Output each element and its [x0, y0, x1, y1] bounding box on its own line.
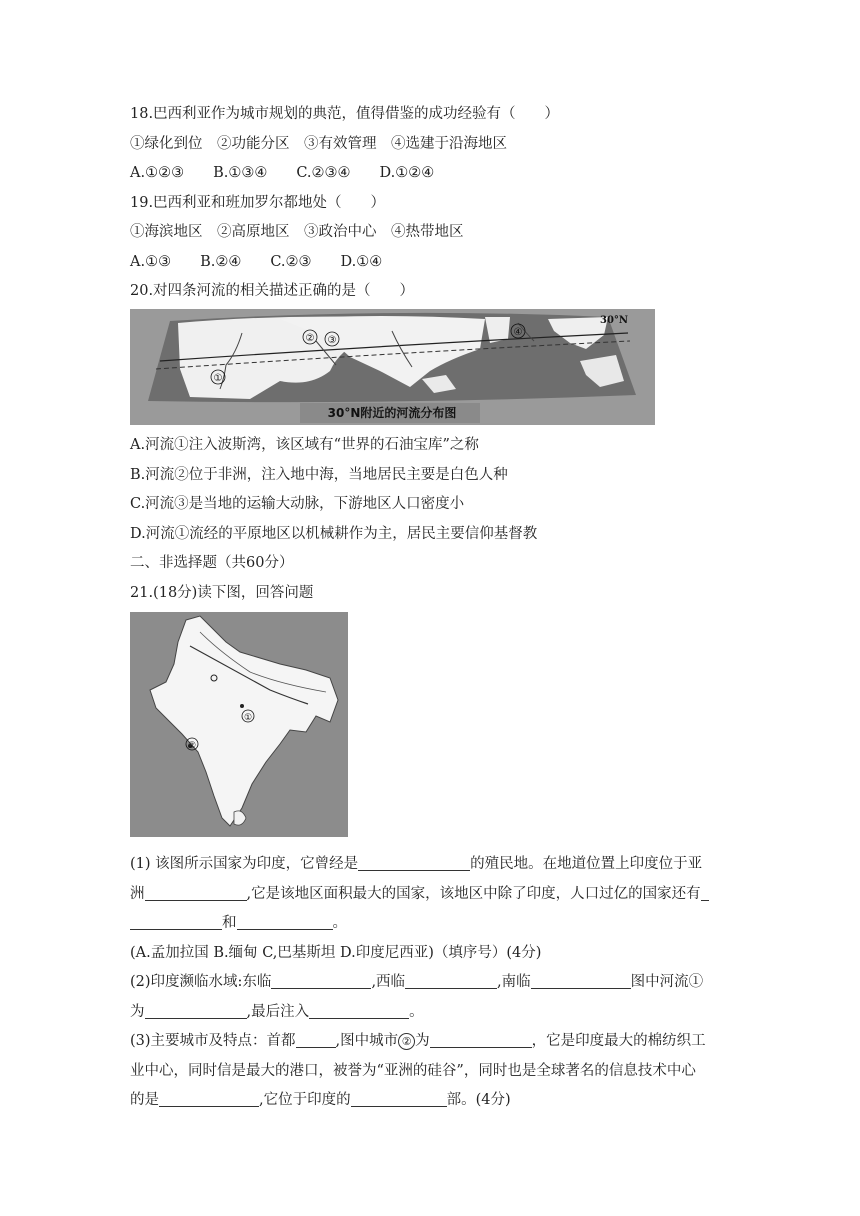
q18-options: ①绿化到位 ②功能分区 ③有效管理 ④选建于沿海地区 — [130, 136, 507, 152]
marker-3: ③ — [327, 335, 337, 346]
q18-choices: A.①②③ B.①③④ C.②③④ D.①②④ — [130, 165, 435, 181]
blank-country-2[interactable] — [237, 913, 333, 930]
q20-choice-a: A.河流①注入波斯湾，该区域有“世界的石油宝库”之称 — [130, 437, 479, 453]
q21-p9-text-b: ,它位于印度的 — [259, 1092, 351, 1108]
river-distribution-map — [130, 309, 655, 425]
q21-p7-text-d: ，它是印度最大的棉纺织工 — [531, 1033, 706, 1049]
city-dot-1 — [240, 704, 244, 708]
india-marker-1: ① — [243, 713, 253, 723]
q20-choice-c: C.河流③是当地的运输大动脉，下游地区人口密度小 — [130, 496, 465, 512]
marker-1: ① — [213, 373, 223, 384]
q19-options: ①海滨地区 ②高原地区 ③政治中心 ④热带地区 — [130, 224, 464, 240]
q21-part3-line2: 业中心，同时信是最大的港口，被誉为“亚洲的硅谷”，同时也是全球著名的信息技术中心 — [130, 1063, 696, 1079]
blank-west-sea[interactable] — [405, 972, 497, 989]
q21-p1-text-a: (1) 该图所示国家为印度，它曾经是 — [130, 856, 359, 872]
q21-p7-text-b: ,图中城市 — [335, 1033, 399, 1049]
river-map-graphic — [130, 309, 655, 425]
blank-river-name[interactable] — [145, 1002, 247, 1019]
india-marker-2: ② — [187, 741, 197, 751]
q20-choice-b: B.河流②位于非洲，注入地中海，当地居民主要是白色人种 — [130, 467, 508, 483]
q21-p6-text-c: 。 — [409, 1004, 424, 1020]
blank-east-sea[interactable] — [271, 972, 371, 989]
q21-p7-text-a: (3)主要城市及特点：首都 — [130, 1033, 296, 1049]
q21-p2-text-b: ,它是该地区面积最大的国家，该地区中除了印度，人口过亿的国家还有 — [246, 886, 701, 902]
q21-part1-line2 — [130, 884, 709, 904]
q21-p7-text-c: 为 — [415, 1033, 430, 1049]
q21-p3-and: 和 — [222, 915, 237, 931]
q21-p6-text-b: ,最后注入 — [246, 1004, 310, 1020]
q21-p6-text-a: 为 — [130, 1004, 145, 1020]
blank-tech-city[interactable] — [159, 1090, 259, 1107]
q21-part1-line1 — [130, 854, 702, 874]
blank-colonizer[interactable] — [358, 854, 470, 871]
q18-stem: 18.巴西利亚作为城市规划的典范，值得借鉴的成功经验有（ ） — [130, 106, 560, 122]
blank-city-2[interactable] — [430, 1031, 532, 1048]
blank-river-outlet[interactable] — [309, 1002, 409, 1019]
q21-p9-text-c: 部。(4分) — [446, 1092, 511, 1108]
q19-choices: A.①③ B.②④ C.②③ D.①④ — [130, 254, 383, 270]
q21-part2-line1 — [130, 972, 703, 992]
marker-2: ② — [305, 333, 315, 344]
q21-p5-text-d: 图中河流① — [630, 974, 704, 990]
q21-stem: 21.(18分)读下图，回答问题 — [130, 585, 314, 601]
blank-asia-region[interactable] — [145, 884, 247, 901]
q21-p5-text-a: (2)印度濒临水域:东临 — [130, 974, 272, 990]
city-2-circled-marker: ② — [398, 1033, 415, 1050]
q21-options-hint: (A.孟加拉国 B.缅甸 C,巴基斯坦 D.印度尼西亚)（填序号）(4分) — [130, 945, 542, 961]
blank-country-1[interactable] — [130, 913, 222, 930]
q21-part2-line2 — [130, 1002, 424, 1022]
q21-p1-text-b: 的殖民地。在地道位置上印度位于亚 — [470, 856, 703, 872]
blank-south-ocean[interactable] — [531, 972, 631, 989]
map-caption: 30°N附近的河流分布图 — [327, 406, 457, 420]
q20-choice-d: D.河流①流经的平原地区以机械耕作为主，居民主要信仰基督教 — [130, 526, 538, 542]
q21-part3-line3 — [130, 1090, 511, 1110]
blank-capital[interactable] — [296, 1031, 336, 1048]
q21-part3-line1 — [130, 1031, 706, 1051]
blank-location-part[interactable] — [351, 1090, 447, 1107]
q21-part1-line3 — [130, 913, 347, 933]
q21-p3-end: 。 — [332, 915, 347, 931]
q21-p2-text-a: 洲 — [130, 886, 145, 902]
q21-p5-text-c: ,南临 — [497, 974, 531, 990]
latitude-label: 30°N — [600, 315, 629, 326]
q20-stem: 20.对四条河流的相关描述正确的是（ ） — [130, 283, 415, 299]
section-heading: 二、非选择题（共60分） — [130, 555, 294, 571]
blank-country-1-start[interactable] — [701, 884, 709, 901]
q21-p5-text-b: ,西临 — [371, 974, 406, 990]
q21-p9-text-a: 的是 — [130, 1092, 159, 1108]
q19-stem: 19.巴西利亚和班加罗尔都地处（ ） — [130, 195, 386, 211]
india-map-graphic — [130, 612, 348, 837]
marker-4: ④ — [513, 327, 523, 338]
india-map — [130, 612, 348, 837]
